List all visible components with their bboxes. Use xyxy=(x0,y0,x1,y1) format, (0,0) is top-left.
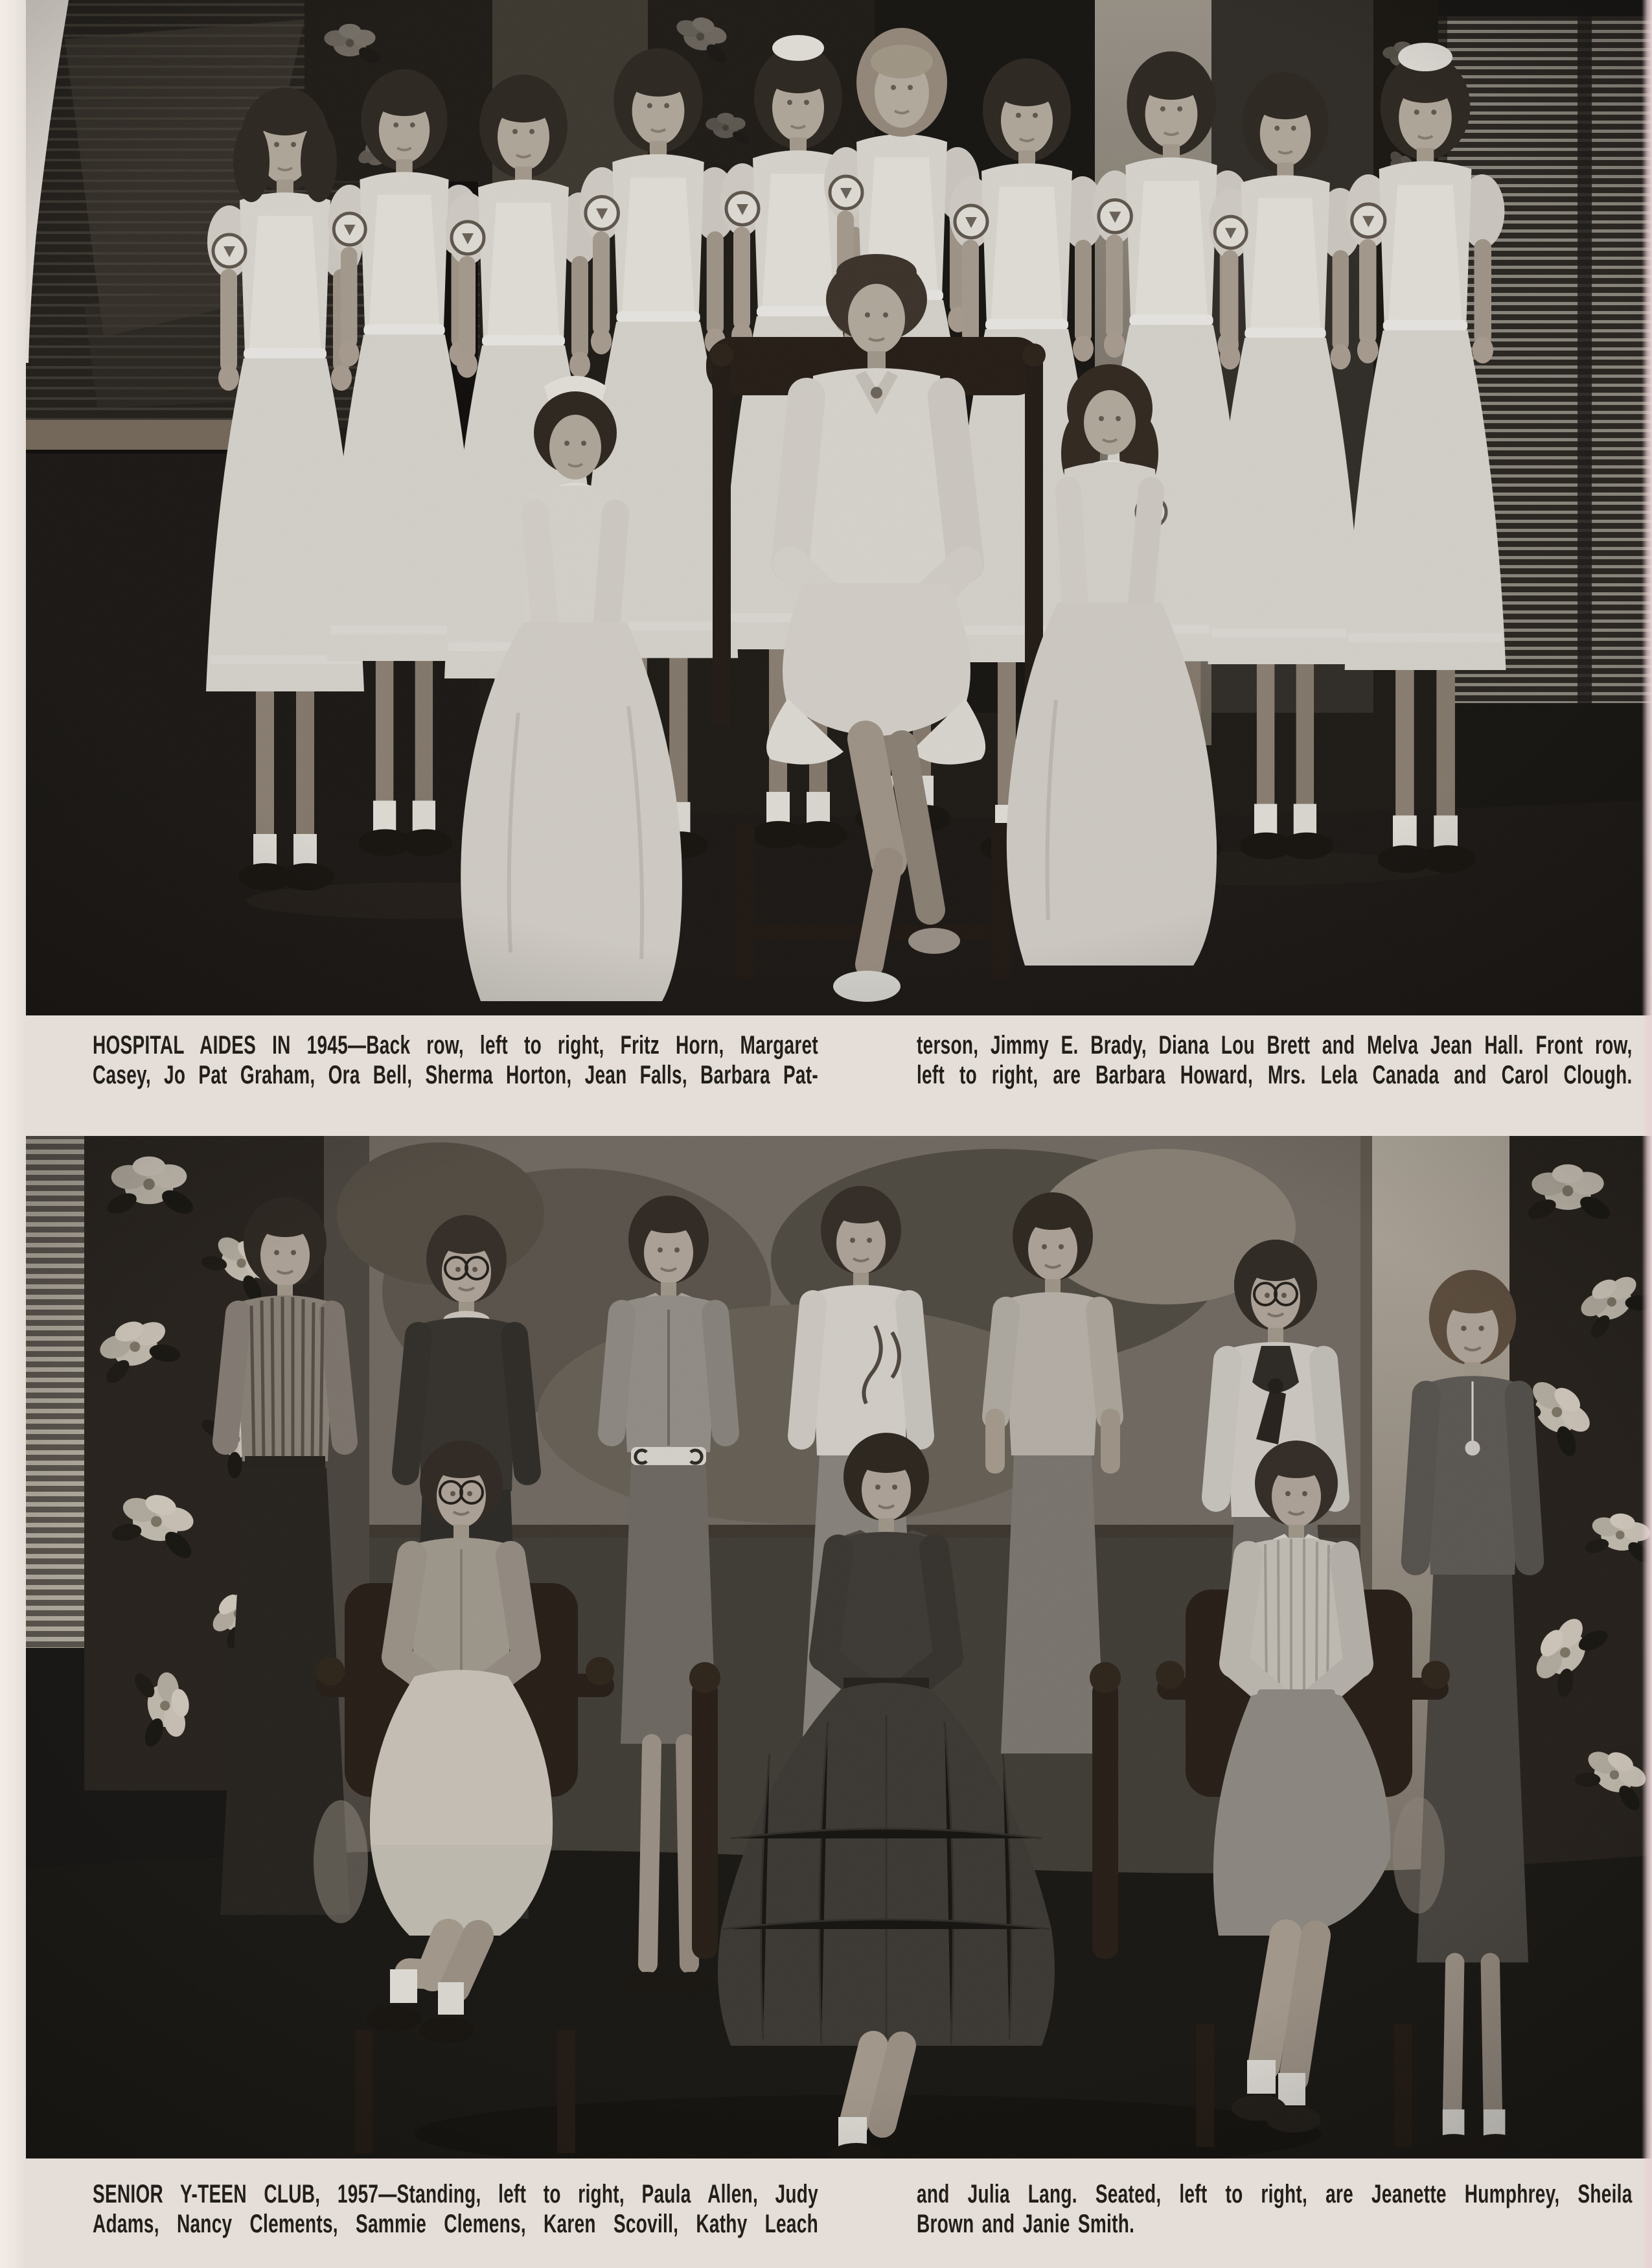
caption-y-teen-left-column xyxy=(93,2179,818,2239)
caption-hospital-aides-right-column xyxy=(917,1030,1633,1090)
caption-y-teen-right-column xyxy=(917,2179,1633,2239)
film-grain xyxy=(26,1136,1652,2158)
page-right-edge xyxy=(1642,0,1652,2268)
caption-text-line: SENIOR Y-TEEN CLUB, 1957—Standing, left to right, Paula Allen, Judy xyxy=(93,2180,818,2208)
caption-text-line: left to right, are Barbara Howard, Mrs. Lela Canada and Carol Clough. xyxy=(917,1061,1633,1089)
hospital-aides-scene xyxy=(26,0,1652,1015)
caption-text-line: HOSPITAL AIDES IN 1945—Back row, left to right, Fritz Horn, Margaret xyxy=(93,1031,818,1059)
caption-text-line: terson, Jimmy E. Brady, Diana Lou Brett and Melva Jean Hall. Front row, xyxy=(917,1031,1633,1059)
hospital-aides-1945-photo xyxy=(26,0,1652,1015)
caption-text-line: and Julia Lang. Seated, left to right, are Jeanette Humphrey, Sheila xyxy=(917,2180,1633,2208)
page-left-edge xyxy=(0,0,26,2268)
caption-hospital-aides-left-column xyxy=(93,1030,818,1090)
caption-text-line: Brown and Janie Smith. xyxy=(917,2210,1135,2238)
senior-y-teen-club-1957-photo xyxy=(26,1136,1652,2158)
caption-text-line: Adams, Nancy Clements, Sammie Clemens, Karen Scovill, Kathy Leach xyxy=(93,2210,818,2238)
y-teen-club-scene xyxy=(26,1136,1652,2158)
film-grain xyxy=(26,0,1652,1015)
caption-text-line: Casey, Jo Pat Graham, Ora Bell, Sherma Horton, Jean Falls, Barbara Pat- xyxy=(93,1061,818,1089)
